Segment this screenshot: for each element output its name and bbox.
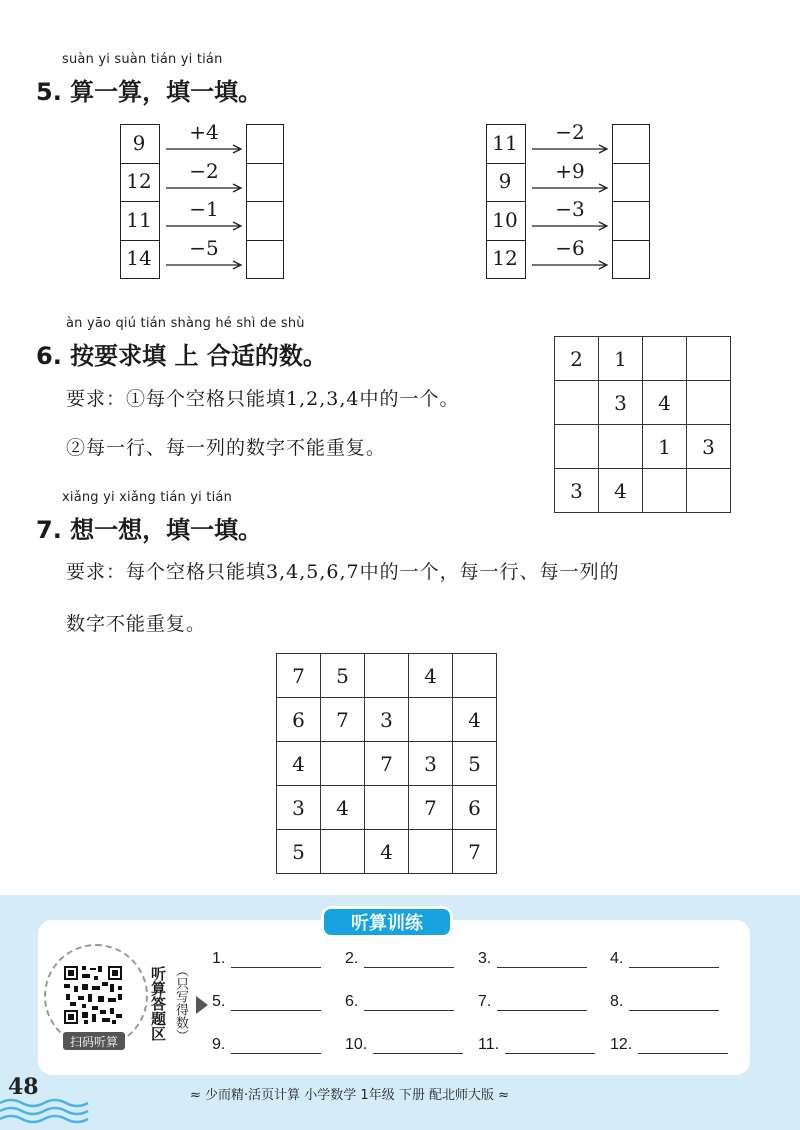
grid-row — [277, 830, 497, 874]
answer-blank-4[interactable] — [610, 950, 719, 968]
grid-cell-empty[interactable] — [409, 830, 453, 874]
grid-cell-given: 4 — [365, 830, 409, 874]
answer-number: 6. — [345, 993, 359, 1010]
grid-row — [277, 698, 497, 742]
answer-number: 2. — [345, 950, 359, 967]
answer-blank-10[interactable] — [345, 1036, 463, 1054]
grid-cell-given: 3 — [555, 469, 599, 513]
q5-right-chain — [486, 120, 656, 284]
answer-blank-2[interactable] — [345, 950, 454, 968]
grid-row — [555, 469, 731, 513]
grid-cell-empty[interactable] — [321, 830, 365, 874]
answer-line[interactable] — [373, 1039, 463, 1054]
answer-number: 4. — [610, 950, 624, 967]
grid-cell-given: 3 — [277, 786, 321, 830]
left-start-number-2: 12 — [126, 169, 152, 193]
left-start-number-3: 11 — [126, 207, 152, 232]
grid-cell-given: 5 — [321, 654, 365, 698]
right-answer-box-2[interactable] — [612, 163, 650, 201]
grid-cell-given: 3 — [687, 425, 731, 469]
grid-row — [555, 381, 731, 425]
q7-requirement-2: 数字不能重复。 — [66, 613, 207, 635]
grid-cell-given: 7 — [321, 698, 365, 742]
right-answer-box-4[interactable] — [612, 240, 650, 278]
answer-number: 5. — [212, 993, 226, 1010]
answer-blank-3[interactable] — [478, 950, 587, 968]
left-start-divider — [120, 240, 160, 241]
right-start-divider — [486, 240, 526, 241]
grid-cell-given: 4 — [321, 786, 365, 830]
q7-grid — [276, 653, 497, 874]
right-arrow-icon-3 — [532, 221, 610, 231]
right-start-divider — [486, 163, 526, 164]
right-answer-box-3[interactable] — [612, 201, 650, 239]
left-answer-box-2[interactable] — [246, 163, 284, 201]
answer-number: 7. — [478, 993, 492, 1010]
grid-cell-empty[interactable] — [643, 469, 687, 513]
right-arrow-icon-1 — [532, 144, 610, 154]
grid-cell-given: 3 — [409, 742, 453, 786]
grid-cell-given: 7 — [277, 654, 321, 698]
answer-line[interactable] — [364, 996, 454, 1011]
answer-blank-9[interactable] — [212, 1036, 321, 1054]
left-start-number-1: 9 — [132, 130, 146, 155]
right-start-number-3: 10 — [492, 207, 518, 232]
right-operation-1: −2 — [555, 120, 585, 144]
left-arrow-icon-2 — [166, 183, 244, 193]
right-start-number-2: 9 — [498, 169, 512, 193]
answer-blank-12[interactable] — [610, 1036, 728, 1054]
grid-cell-given: 7 — [365, 742, 409, 786]
q6-pinyin: àn yāo qiú tián shàng hé shì de shù — [66, 316, 305, 331]
left-answer-box-4[interactable] — [246, 240, 284, 278]
grid-row — [277, 654, 497, 698]
q5-left-chain — [120, 120, 290, 284]
grid-cell-given: 4 — [409, 654, 453, 698]
left-operation-3: −1 — [189, 197, 219, 221]
left-operation-2: −2 — [189, 158, 219, 183]
q6-requirement-2: ②每一行、每一列的数字不能重复。 — [66, 437, 387, 459]
grid-cell-given: 3 — [599, 381, 643, 425]
answer-number: 9. — [212, 1036, 226, 1053]
q7-pinyin: xiǎng yi xiǎng tián yi tián — [62, 490, 233, 505]
answer-line[interactable] — [497, 953, 587, 968]
grid-row — [555, 337, 731, 381]
grid-cell-given: 1 — [643, 425, 687, 469]
right-operation-3: −3 — [555, 197, 585, 221]
scan-label: 扫码听算 — [63, 1032, 125, 1050]
grid-cell-empty[interactable] — [687, 337, 731, 381]
right-operation-4: −6 — [555, 235, 585, 260]
grid-cell-given: 5 — [277, 830, 321, 874]
answer-number: 12. — [610, 1036, 633, 1053]
answer-blank-7[interactable] — [478, 993, 587, 1011]
left-start-divider — [120, 201, 160, 202]
grid-cell-empty[interactable] — [687, 381, 731, 425]
q7-title: 7. 想一想，填一填。 — [36, 516, 263, 544]
left-answer-box-1[interactable] — [246, 124, 284, 162]
grid-cell-given: 4 — [277, 742, 321, 786]
answer-area-label: 听算答题区 — [149, 966, 167, 1041]
right-answer-box-1[interactable] — [612, 124, 650, 162]
answer-number: 10. — [345, 1036, 368, 1053]
grid-cell-given: 4 — [453, 698, 497, 742]
grid-row — [277, 742, 497, 786]
grid-cell-empty[interactable] — [321, 742, 365, 786]
answer-line[interactable] — [505, 1039, 595, 1054]
answer-line[interactable] — [497, 996, 587, 1011]
left-arrow-icon-1 — [166, 144, 244, 154]
q5-title: 5. 算一算，填一填。 — [36, 78, 263, 106]
answer-number: 11. — [478, 1036, 500, 1053]
q7-requirement-1: 要求：每个空格只能填3,4,5,6,7中的一个，每一行、每一列的 — [66, 561, 620, 583]
grid-cell-empty[interactable] — [555, 425, 599, 469]
grid-cell-given: 4 — [599, 469, 643, 513]
page-number: 48 — [8, 1074, 39, 1100]
left-arrow-icon-3 — [166, 221, 244, 231]
q6-requirement-1: 要求：①每个空格只能填1,2,3,4中的一个。 — [66, 388, 460, 410]
grid-cell-empty[interactable] — [409, 698, 453, 742]
q6-grid — [554, 336, 731, 513]
grid-cell-given: 6 — [453, 786, 497, 830]
grid-cell-empty[interactable] — [555, 381, 599, 425]
answer-blank-8[interactable] — [610, 993, 719, 1011]
grid-cell-given: 4 — [643, 381, 687, 425]
answer-line[interactable] — [231, 1039, 321, 1054]
answer-line[interactable] — [231, 996, 321, 1011]
grid-cell-given: 3 — [365, 698, 409, 742]
grid-cell-given: 7 — [409, 786, 453, 830]
left-arrow-icon-4 — [166, 260, 244, 270]
grid-cell-empty[interactable] — [599, 425, 643, 469]
q5-pinyin: suàn yi suàn tián yi tián — [62, 52, 223, 67]
right-start-divider — [486, 201, 526, 202]
answer-note: （只写得数） — [173, 964, 188, 1042]
grid-cell-empty[interactable] — [365, 786, 409, 830]
answer-number: 1. — [212, 950, 226, 967]
answer-blank-1[interactable] — [212, 950, 321, 968]
q6-title: 6. 按要求填 上 合适的数。 — [36, 342, 327, 370]
right-operation-2: +9 — [555, 158, 585, 183]
answer-line[interactable] — [629, 996, 719, 1011]
grid-cell-given: 2 — [555, 337, 599, 381]
answer-blank-11[interactable] — [478, 1036, 595, 1054]
footer-text: ≈ 少而精·活页计算 小学数学 1年级 下册 配北师大版 ≈ — [190, 1088, 509, 1103]
left-operation-4: −5 — [189, 235, 219, 260]
grid-row — [555, 425, 731, 469]
left-start-divider — [120, 163, 160, 164]
grid-cell-given: 1 — [599, 337, 643, 381]
answer-number: 3. — [478, 950, 492, 967]
grid-cell-empty[interactable] — [643, 337, 687, 381]
answer-line[interactable] — [231, 953, 321, 968]
grid-cell-given: 6 — [277, 698, 321, 742]
right-arrow-icon-2 — [532, 183, 610, 193]
right-start-number-1: 11 — [492, 130, 518, 155]
answer-blank-5[interactable] — [212, 993, 321, 1011]
grid-cell-empty[interactable] — [365, 654, 409, 698]
qr-code-icon[interactable] — [62, 964, 124, 1026]
grid-row — [277, 786, 497, 830]
answer-number: 8. — [610, 993, 624, 1010]
grid-cell-given: 7 — [453, 830, 497, 874]
left-operation-1: +4 — [189, 120, 219, 144]
left-start-number-4: 14 — [126, 246, 152, 270]
grid-cell-given: 5 — [453, 742, 497, 786]
answer-line[interactable] — [638, 1039, 728, 1054]
grid-cell-empty[interactable] — [687, 469, 731, 513]
left-answer-box-3[interactable] — [246, 201, 284, 239]
grid-cell-empty[interactable] — [453, 654, 497, 698]
answer-blank-6[interactable] — [345, 993, 454, 1011]
listening-tag: 听算训练 — [321, 906, 453, 938]
answer-line[interactable] — [629, 953, 719, 968]
triangle-arrow-icon — [196, 996, 208, 1014]
answer-line[interactable] — [364, 953, 454, 968]
right-start-number-4: 12 — [492, 246, 518, 270]
right-arrow-icon-4 — [532, 260, 610, 270]
